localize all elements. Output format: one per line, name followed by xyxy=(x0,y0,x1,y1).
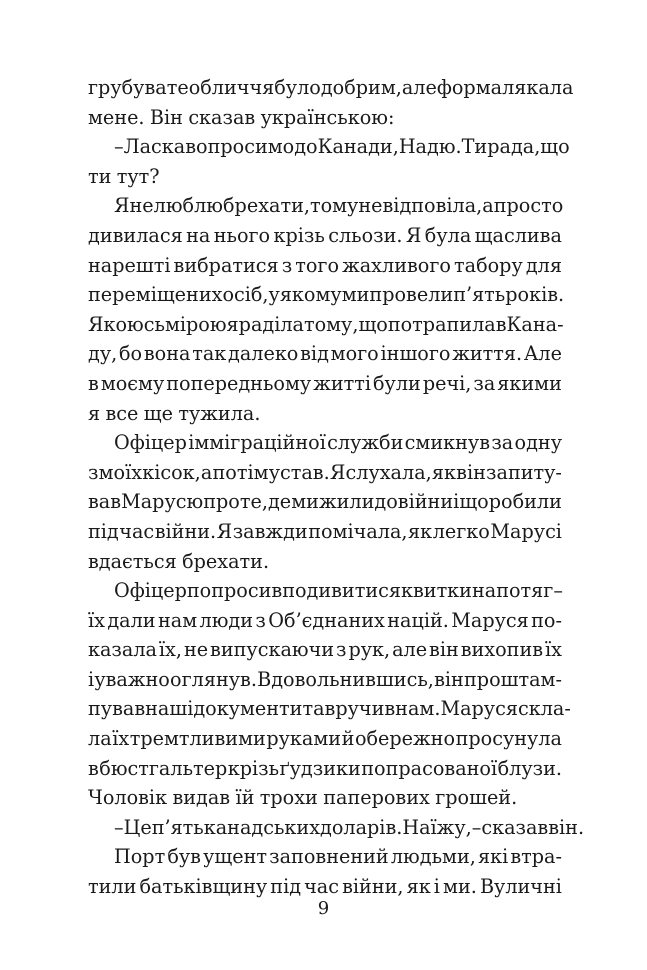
word: грошей. xyxy=(435,786,518,810)
word: відповіла, xyxy=(382,194,483,218)
word: мірою xyxy=(164,312,227,336)
word: я xyxy=(226,312,239,336)
word: брехати, xyxy=(223,194,310,218)
word: вибратися xyxy=(173,253,279,277)
word: Марусі xyxy=(490,519,562,543)
word: Він xyxy=(149,105,183,129)
word: документи xyxy=(193,697,303,721)
word: проштам- xyxy=(464,667,562,691)
word: ґудзики xyxy=(279,756,361,780)
word: про xyxy=(203,490,240,514)
word: їх xyxy=(545,638,562,662)
word: трохи xyxy=(259,786,318,810)
word: але xyxy=(401,76,437,99)
word: Офіцер xyxy=(114,579,187,603)
word: сльози. xyxy=(328,223,403,247)
word: провели xyxy=(369,283,454,307)
word: грубувате xyxy=(88,76,189,99)
word: нам. xyxy=(395,697,441,721)
word: легко xyxy=(432,519,490,543)
word: ми. xyxy=(443,875,477,899)
word: сказав xyxy=(188,105,256,129)
word: які xyxy=(477,845,509,869)
text-line xyxy=(88,842,562,872)
word: був xyxy=(167,845,201,869)
word: що xyxy=(459,490,489,514)
word: обережно xyxy=(354,727,456,751)
word: було xyxy=(274,76,321,99)
text-line xyxy=(88,694,571,724)
text-line xyxy=(88,754,562,784)
word: під xyxy=(270,875,302,899)
word: війни xyxy=(397,490,454,514)
word: п’ять xyxy=(151,815,204,839)
word: не xyxy=(358,194,383,218)
word: Я xyxy=(405,223,422,247)
word: скла- xyxy=(517,697,571,721)
word: видав xyxy=(172,786,231,810)
word: табору xyxy=(454,253,523,277)
word: Марусю xyxy=(121,490,204,514)
word: він xyxy=(429,638,459,662)
word: моєму xyxy=(100,371,165,395)
text-line xyxy=(88,191,562,221)
word: він. xyxy=(548,815,585,839)
word: їжу, xyxy=(430,815,472,839)
word: робили xyxy=(488,490,562,514)
word: подивитися xyxy=(282,579,401,603)
word: якому xyxy=(279,283,342,307)
word: канадських xyxy=(203,815,321,839)
text-line xyxy=(88,517,562,547)
text-line xyxy=(88,724,562,754)
word: були xyxy=(373,371,421,395)
text-line xyxy=(88,162,562,192)
word: людьми, xyxy=(390,845,476,869)
word: все xyxy=(105,401,139,425)
word: до xyxy=(374,490,398,514)
word: під xyxy=(88,519,119,543)
word: і xyxy=(453,490,460,514)
word: уважно xyxy=(94,667,170,691)
word: Це xyxy=(123,815,152,839)
word: потяг xyxy=(496,579,554,603)
word: по- xyxy=(531,608,562,632)
word: – xyxy=(114,815,124,839)
word: п’ять xyxy=(453,283,506,307)
word: люблю xyxy=(153,194,223,218)
word: як xyxy=(406,875,431,899)
word: він xyxy=(456,460,486,484)
word: з xyxy=(88,460,99,484)
word: вручив xyxy=(324,697,396,721)
word: вихопив xyxy=(460,638,544,662)
word: наші xyxy=(145,697,194,721)
text-line xyxy=(88,813,585,843)
word: просимо xyxy=(207,135,295,159)
word: з xyxy=(336,638,347,662)
word: їх xyxy=(112,727,130,751)
word: служби xyxy=(327,431,404,455)
word: їх, xyxy=(158,638,182,662)
word: націй. xyxy=(387,608,449,632)
word: крізь xyxy=(273,223,325,247)
word: тужила. xyxy=(178,401,261,425)
word: й xyxy=(341,727,355,751)
word: і xyxy=(433,875,440,899)
word: попередньому xyxy=(166,371,312,395)
word: просто xyxy=(493,194,564,218)
text-line xyxy=(88,132,570,162)
word: запиту- xyxy=(486,460,562,484)
word: смикнув xyxy=(404,431,491,455)
word: як xyxy=(431,460,456,484)
text-line xyxy=(88,103,562,133)
word: що xyxy=(358,312,388,336)
word: ще xyxy=(143,401,173,425)
word: форма xyxy=(436,76,503,99)
word: нам xyxy=(157,608,198,632)
text-line xyxy=(88,369,562,399)
word: з xyxy=(281,253,293,277)
word: Я xyxy=(114,194,130,218)
word: Маруся xyxy=(440,697,518,721)
word: – xyxy=(114,135,124,159)
text-line xyxy=(88,339,562,369)
word: квитки xyxy=(400,579,472,603)
text-line xyxy=(88,635,562,665)
word: я xyxy=(88,401,101,425)
word: тому xyxy=(309,194,359,218)
word: рада, xyxy=(487,135,541,159)
word: жили xyxy=(318,490,375,514)
word: Я xyxy=(216,519,233,543)
word: лякала xyxy=(502,76,574,99)
word: бюстгальтер xyxy=(99,756,228,780)
word: Ласкаво xyxy=(123,135,208,159)
word: ущент xyxy=(203,845,268,869)
word: Порт xyxy=(114,845,166,869)
word: житті xyxy=(313,371,371,395)
word: добрим, xyxy=(320,76,402,99)
text-line xyxy=(88,280,565,310)
word: та xyxy=(302,697,325,721)
word: доларів. xyxy=(320,815,403,839)
word: дали xyxy=(107,608,156,632)
word: кісок, xyxy=(142,460,201,484)
word: до xyxy=(294,135,318,159)
word: бо xyxy=(118,342,143,366)
word: життя. xyxy=(452,342,523,366)
word: переміщених xyxy=(88,283,223,307)
word: за xyxy=(473,371,496,395)
word: на xyxy=(186,223,211,247)
word: щаслива xyxy=(474,223,562,247)
word: їй xyxy=(235,786,255,810)
word: На xyxy=(402,815,431,839)
word: ду, xyxy=(88,342,118,366)
word: Чоловік xyxy=(88,786,168,810)
text-line xyxy=(88,310,562,340)
word: у xyxy=(268,283,280,307)
word: просунула xyxy=(455,727,562,751)
text-line xyxy=(88,73,574,103)
word: в xyxy=(495,312,507,336)
text-line xyxy=(88,251,562,281)
text-line xyxy=(88,428,562,458)
word: була xyxy=(424,223,472,247)
word: рук, xyxy=(348,638,391,662)
word: осіб, xyxy=(222,283,269,307)
word: Ти xyxy=(461,135,488,159)
word: те, xyxy=(239,490,268,514)
word: батьківщину xyxy=(139,875,268,899)
word: люди xyxy=(199,608,254,632)
word: попросив xyxy=(186,579,283,603)
word: брехати. xyxy=(182,549,270,573)
word: – xyxy=(471,815,482,839)
word: ти xyxy=(88,164,112,188)
word: далеко xyxy=(228,342,299,366)
word: від xyxy=(300,342,329,366)
word: що xyxy=(540,135,570,159)
word: мого xyxy=(330,342,379,366)
word: а xyxy=(200,460,213,484)
word: тому, xyxy=(303,312,359,336)
word: завжди xyxy=(232,519,308,543)
word: не xyxy=(183,638,209,662)
text-line xyxy=(88,399,562,429)
word: заповнений xyxy=(269,845,389,869)
word: він xyxy=(434,667,464,691)
word: дивилася xyxy=(88,223,183,247)
word: вав xyxy=(88,490,122,514)
word: тремтливими xyxy=(129,727,266,751)
word: потрапила xyxy=(387,312,496,336)
word: на xyxy=(471,579,497,603)
text-line xyxy=(88,665,562,695)
word: імміграційної xyxy=(188,431,326,455)
word: вона xyxy=(143,342,191,366)
text-line xyxy=(88,783,562,813)
word: речі, xyxy=(422,371,472,395)
word: втра- xyxy=(510,845,562,869)
word: руками xyxy=(266,727,342,751)
word: одну xyxy=(514,431,562,455)
word: моїх xyxy=(98,460,143,484)
page-number: 9 xyxy=(317,898,330,919)
word: Але xyxy=(523,342,562,366)
word: паперових xyxy=(323,786,430,810)
word: ми xyxy=(291,490,319,514)
word: обличчя xyxy=(188,76,275,99)
word: випускаючи xyxy=(210,638,335,662)
word: в xyxy=(88,371,99,395)
word: Надю. xyxy=(398,135,462,159)
word: якими xyxy=(497,371,562,395)
word: попрасованої xyxy=(361,756,498,780)
word: Вдовольнившись, xyxy=(257,667,434,691)
word: іншого xyxy=(380,342,451,366)
word: за xyxy=(491,431,514,455)
body-text xyxy=(88,73,585,902)
text-line xyxy=(88,576,562,606)
word: в xyxy=(88,756,99,780)
word: того xyxy=(295,253,340,277)
word: для xyxy=(525,253,562,277)
word: устав. xyxy=(268,460,330,484)
word: сказав xyxy=(481,815,549,839)
word: мене. xyxy=(88,105,145,129)
word: жахливого xyxy=(342,253,451,277)
word: війни. xyxy=(154,519,217,543)
word: Офіцер xyxy=(114,431,187,455)
word: час xyxy=(304,875,339,899)
word: Об’єднаних xyxy=(268,608,385,632)
text-line xyxy=(88,487,562,517)
word: раділа xyxy=(238,312,304,336)
word: потім xyxy=(212,460,269,484)
word: так xyxy=(192,342,227,366)
text-line xyxy=(88,221,562,251)
word: з xyxy=(255,608,266,632)
word: вдається xyxy=(88,549,177,573)
word: Я xyxy=(329,460,346,484)
word: помічала, xyxy=(308,519,408,543)
word: Якоюсь xyxy=(88,312,165,336)
word: і xyxy=(88,667,95,691)
word: оглянув. xyxy=(170,667,257,691)
word: – xyxy=(553,579,563,603)
text-line xyxy=(88,606,562,636)
word: ми xyxy=(341,283,370,307)
word: блузи. xyxy=(497,756,562,780)
word: слухала, xyxy=(345,460,432,484)
word: тут? xyxy=(116,164,160,188)
word: тили xyxy=(88,875,137,899)
word: Маруся xyxy=(451,608,529,632)
word: Вуличні xyxy=(479,875,562,899)
word: років. xyxy=(505,283,565,307)
word: нарешті xyxy=(88,253,171,277)
word: Кана- xyxy=(506,312,564,336)
word: але xyxy=(392,638,428,662)
word: ла xyxy=(88,727,112,751)
word: де xyxy=(267,490,292,514)
word: казала xyxy=(88,638,157,662)
word: не xyxy=(129,194,154,218)
text-line xyxy=(88,458,562,488)
word: а xyxy=(482,194,494,218)
word: нього xyxy=(213,223,271,247)
word: час xyxy=(119,519,155,543)
word: їх xyxy=(88,608,105,632)
word: війни, xyxy=(342,875,404,899)
word: Канади, xyxy=(317,135,399,159)
word: пував xyxy=(88,697,146,721)
word: українською: xyxy=(260,105,395,129)
text-line xyxy=(88,547,562,577)
word: як xyxy=(408,519,433,543)
word: крізь xyxy=(227,756,280,780)
